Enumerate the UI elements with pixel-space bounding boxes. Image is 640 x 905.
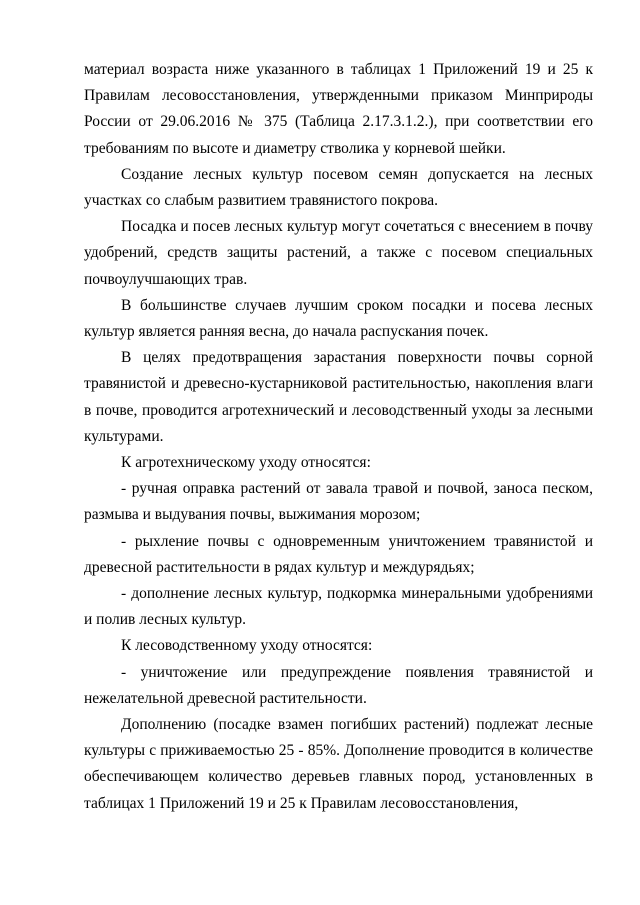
paragraph-silvicultural-heading: К лесоводственному уходу относятся: (121, 637, 373, 655)
paragraph-supplementing-rules: Дополнению (посадке взамен погибших растений) подлежат лесные культуры с приживаемостью 25 - 85%. Дополнение проводится в количестве обеспечивающем количество деревьев главных пород, установленных в таблицах 1 Приложений 19 и 25 к Правилам лесовосстановления, (84, 716, 593, 812)
list-item-manual-straightening: - ручная оправка растений от завала травой и почвой, заноса песком, размыва и выдувания почвы, выжимания морозом; (84, 480, 593, 524)
paragraph-seed-sowing: Создание лесных культур посевом семян допускается на лесных участках со слабым развитием травянистого покрова. (84, 165, 593, 210)
paragraph-agrotechnical-heading: К агротехническому уходу относятся: (121, 454, 371, 472)
list-item-supplementing: - дополнение лесных культур, подкормка минеральными удобрениями и полив лесных культур. (84, 585, 593, 629)
list-item-soil-loosening: - рыхление почвы с одновременным уничтожением травянистой и древесной растительности в рядах культур и междурядьях; (84, 532, 593, 576)
list-item-vegetation-control: - уничтожение или предупреждение появления травянистой и нежелательной древесной растительности. (84, 663, 593, 707)
paragraph-fertilizers: Посадка и посев лесных культур могут сочетаться с внесением в почву удобрений, средств защиты растений, а также с посевом специальных почвоулучшающих трав. (84, 218, 593, 288)
paragraph-care-purpose: В целях предотвращения зарастания поверхности почвы сорной травянистой и древесно-кустарниковой растительностью, накопления влаги в почве, проводится агротехнический и лесоводственный уходы за лесными культурами. (84, 349, 593, 445)
paragraph-planting-time: В большинстве случаев лучшим сроком посадки и посева лесных культур является ранняя весна, до начала распускания почек. (84, 296, 593, 341)
paragraph-1-continuation: материал возраста ниже указанного в таблицах 1 Приложений 19 и 25 к Правилам лесовосстановления, утвержденными приказом Минприроды России от 29.06.2016 № 375 (Таблица 2.17.3.1.2.), при соответствии его требованиям по высоте и диаметру стволика у корневой шейки. (84, 61, 593, 157)
